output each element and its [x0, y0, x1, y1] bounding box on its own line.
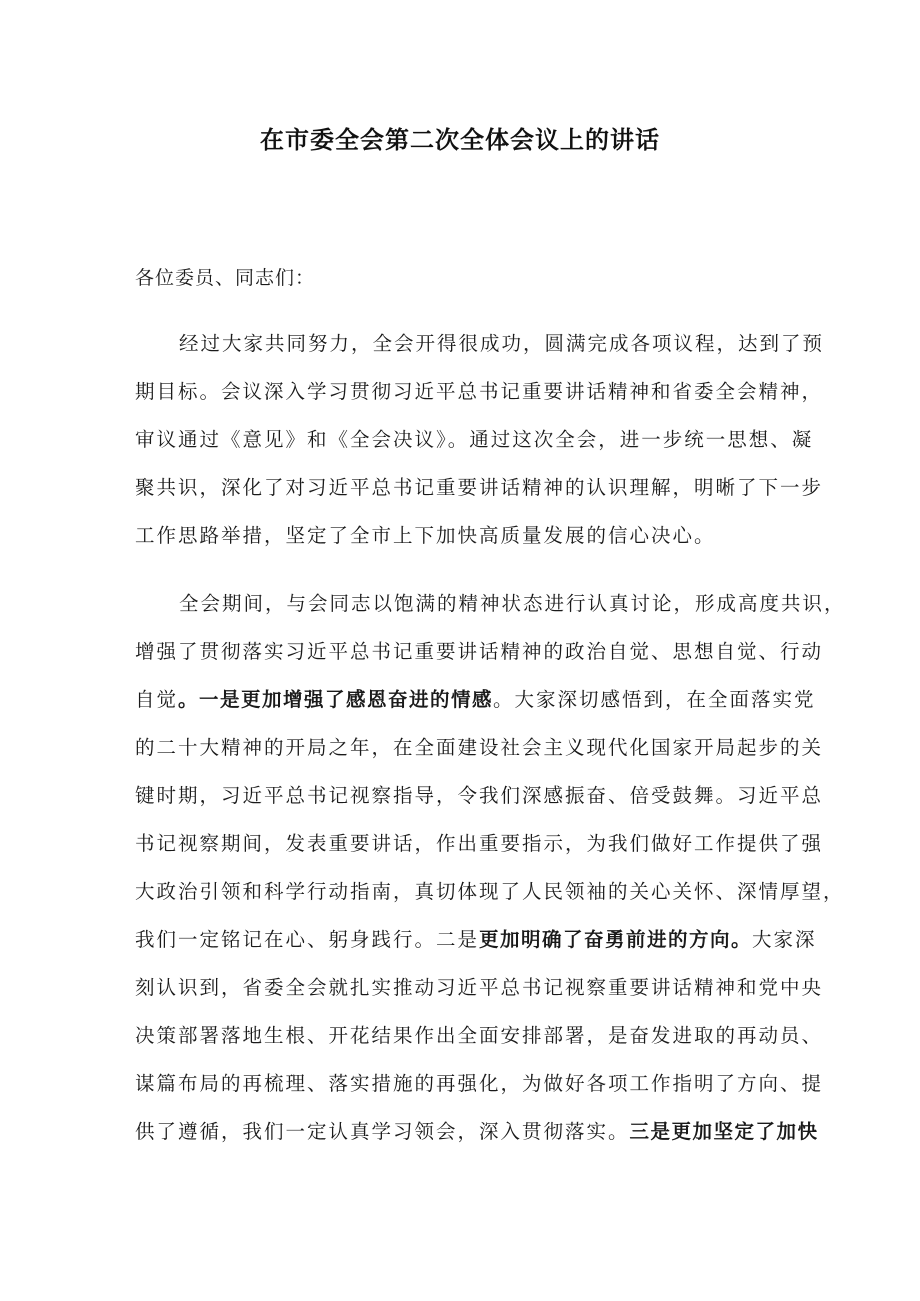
paragraph-line: 书记视察期间，发表重要讲话，作出重要指示，为我们做好工作提供了强	[135, 832, 824, 855]
bold-heading-3: 三是更加坚定了加快	[629, 1120, 819, 1143]
text-run: 我们一定铭记在心、躬身践行。二是	[135, 928, 480, 951]
paragraph-line: 大政治引领和科学行动指南，真切体现了人民领袖的关心关怀、深情厚望，	[135, 880, 845, 903]
paragraph-line: 刻认识到，省委全会就扎实推动习近平总书记视察重要讲话精神和党中央	[135, 976, 824, 999]
paragraph-line: 审议通过《意见》和《全会决议》。通过这次全会，进一步统一思想、凝	[135, 428, 814, 451]
paragraph-line: 谋篇布局的再梳理、落实措施的再强化，为做好各项工作指明了方向、提	[135, 1072, 824, 1095]
paragraph-2	[135, 580, 846, 1156]
paragraph-line: 全会期间，与会同志以饱满的精神状态进行认真讨论，形成高度共识，	[179, 592, 846, 615]
bold-heading-1: 。一是更加增强了感恩奋进的情感	[178, 688, 494, 711]
text-run: 供了遵循，我们一定认真学习领会，深入贯彻落实。	[135, 1120, 630, 1143]
paragraph-line: 工作思路举措，坚定了全市上下加快高质量发展的信心决心。	[135, 524, 716, 547]
paragraph-line	[135, 1108, 819, 1156]
paragraph-line: 键时期，习近平总书记视察指导，令我们深感振奋、倍受鼓舞。习近平总	[135, 784, 824, 807]
salutation: 各位委员、同志们：	[135, 267, 316, 289]
paragraph-line: 经过大家共同努力，全会开得很成功，圆满完成各项议程，达到了预	[179, 332, 825, 355]
paragraph-line: 的二十大精神的开局之年，在全面建设社会主义现代化国家开局起步的关	[135, 736, 824, 759]
text-run: 大家深	[752, 928, 817, 951]
paragraph-line: 决策部署落地生根、开花结果作出全面安排部署，是奋发进取的再动员、	[135, 1024, 824, 1047]
text-run: 。大家深切感悟到，在全面落实党	[493, 688, 816, 711]
text-run: 自觉	[135, 688, 179, 711]
paragraph-line	[135, 676, 816, 724]
paragraph-1	[135, 320, 825, 560]
document-title: 在市委全会第二次全体会议上的讲话	[260, 126, 660, 154]
paragraph-line: 聚共识，深化了对习近平总书记重要讲话精神的认识理解，明晰了下一步	[135, 476, 824, 499]
paragraph-line: 增强了贯彻落实习近平总书记重要讲话精神的政治自觉、思想自觉、行动	[135, 640, 824, 663]
bold-heading-2: 更加明确了奋勇前进的方向。	[479, 928, 753, 951]
paragraph-line	[135, 916, 817, 964]
paragraph-line: 期目标。会议深入学习贯彻习近平总书记重要讲话精神和省委全会精神，	[135, 380, 824, 403]
